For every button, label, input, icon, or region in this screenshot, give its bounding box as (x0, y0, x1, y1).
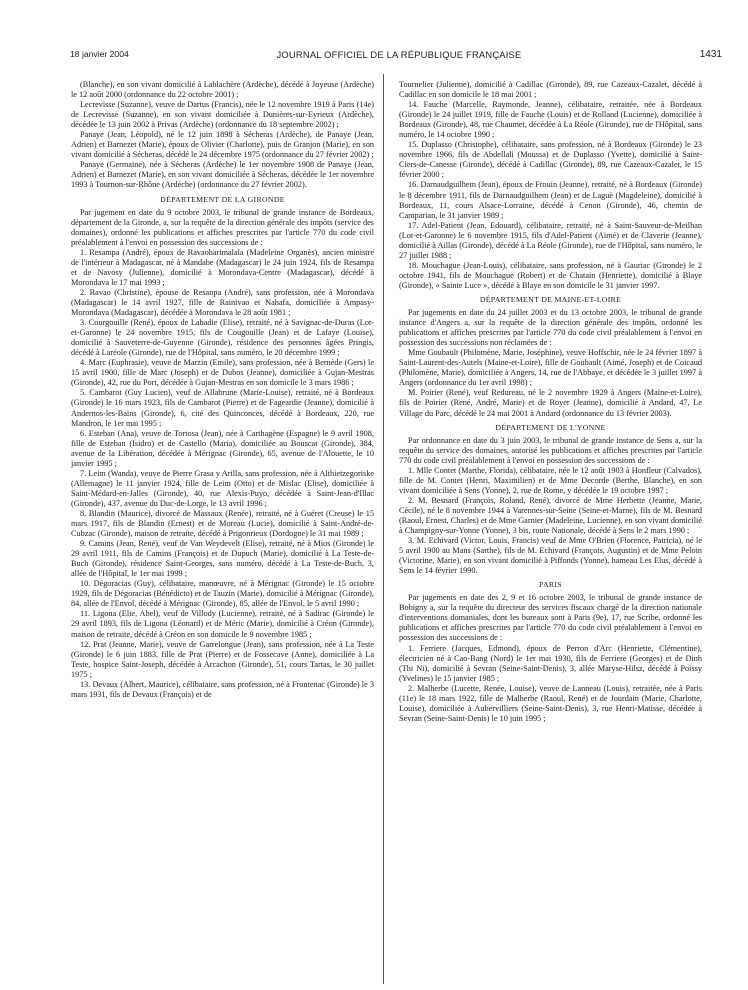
paragraph: 2. Malherbe (Lucette, Renée, Louise), veuve de Lanneau (Louis), retraitée, née à Paris (11e) le 18 mars 1922, fille de Malherbe (Raoul, René) et de Jourdain (Marie, Charlotte, Louise), domiciliée à Aubervilliers (Seine-Saint-Denis), 3, rue Henri-Matisse, décédée à Sevran (Seine-Saint-Denis) le 10 juin 1995 ; (399, 683, 702, 723)
right-column (399, 80, 702, 985)
section-heading: PARIS (539, 580, 562, 590)
header-title: JOURNAL OFFICIEL DE LA RÉPUBLIQUE FRANÇAISE (276, 49, 522, 60)
paragraph: 3. M. Echivard (Victor, Louis, Francis) veuf de Mme O'Brien (Florence, Patricia), né le 5 avril 1900 au Mans (Sarthe), fils de M. Echivard (François, Augustin) et de Mme Peloin (Victorine, Marie), en son vivant domicilié à Piffonds (Yonne), hameau Les Elus, décédé à Sens le 14 février 1990. (399, 536, 702, 576)
paragraph: 5. Cambarot (Guy Lucien), veuf de Allabrune (Marie-Louise), retraité, né à Bordeaux (Gironde) le 16 mars 1923, fils de Cambarot (Pierre) et de Fageardie (Jeanne), domicilié à Andernos-les-Bains (Gironde), 6, cité des Quinconces, décédé à Bordeaux, 220, rue Mandron, le 1er mai 1995 ; (71, 388, 374, 428)
paragraph: 4. Marc (Euphrasie), veuve de Marzin (Emile), sans profession, née à Bernède (Gers) le 15 avril 1900, fille de Marc (Joseph) et de Dubos (Jeanne), domiciliée à Gujan-Mestras (Gironde), 42, rue du Port, décédée à Gujan-Mestras en son domicile le 3 mars 1986 ; (71, 358, 374, 388)
paragraph: 1. Ferriere (Jacques, Edmond), époux de Perron d'Arc (Henriette, Clémentine), électricien né à Cao-Bang (Nord) le 1er mai 1930, fils de Ferriere (Georges) et de Dinh (Thi Ni), domicilié à Sevran (Seine-Saint-Denis), 3, allée Maryse-Hilsz, décédé à Poissy (Yvelines) le 15 janvier 1985 ; (399, 643, 702, 683)
paragraph: 11. Ligona (Elie, Abel), veuf de Villody (Lucienne), retraité, né à Sadirac (Gironde) le 29 avril 1893, fils de Ligona (Léonard) et de Méric (Marie), domicilié à Créon (Gironde), maison de retraite, décédé à Créon en son domicile le 9 novembre 1985 ; (71, 609, 374, 639)
paragraph: 3. Courgouille (René), époux de Labadie (Elise), retraité, né à Savignac-de-Duras (Lot-et-Garonne) le 24 novembre 1915, fils de Cougouille (Jean) et de Lafaye (Louise), domicilié à Sauveterre-de-Guyenne (Gironde), résidence des personnes âgées Pringis, décédé à Laréole (Gironde), rue de l'Hôpital, sans numéro, le 20 décembre 1999 ; (71, 318, 374, 358)
paragraph: 12. Prat (Jeanne, Marie), veuve de Garrelongue (Jean), sans profession, née à La Teste (Gironde) le 6 juin 1883, fille de Prat (Pierre) et de Fossecave (Anne), domiciliée à La Teste, hospice Saint-Joseph, décédée à Arcachon (Gironde), 51, cours Tartas, le 30 juillet 1975 ; (71, 639, 374, 679)
paragraph: 15. Duplasso (Christophe), célibataire, sans profession, né à Bordeaux (Gironde) le 23 novembre 1966, fils de Abdellali (Moussa) et de Duplasso (Yvette), domicilié à Saint-Ciers-de-Canesse (Gironde), décédé à Cadillac (Gironde), 89, rue Cazeaux-Cazalet, le 15 février 2000 ; (399, 140, 702, 180)
paragraph: Par ordonnance en date du 3 juin 2003, le tribunal de grande instance de Sens a, sur la requête du service des domaines, autorisé les publications et affiches prescrites par l'article 770 du code civil préalablement à l'envoi en possession des successions de : (399, 435, 702, 465)
paragraph: 18. Mouchague (Jean-Louis), célibataire, sans profession, né à Gauriac (Gironde) le 2 octobre 1941, fils de Mouchague (Robert) et de Chatain (Henriette), domicilié à Blaye (Gironde), « Sainte Luce », décédé à Blaye en son domicile le 31 janvier 1997. (399, 260, 702, 290)
paragraph: (Blanche), en son vivant domicilié à Lablachère (Ardèche), décédé à Joyeuse (Ardèche) le 12 août 2000 (ordonnance du 22 octobre 2001) ; (71, 80, 374, 100)
paragraph: Lecrevisse (Suzanne), veuve de Dartus (Francis), née le 12 novembre 1919 à Paris (14e) de Lecrevisse (Suzanne), en son vivant domiciliée à Dunières-sur-Eyrieux (Ardèche), décédée le 13 juin 2002 à Privas (Ardèche) (ordonnance du 18 septembre 2002) ; (71, 100, 374, 130)
header-page-number: 1431 (699, 49, 722, 60)
section-heading: DÉPARTEMENT DE L'YONNE (495, 422, 606, 432)
paragraph: Par jugements en date du 24 juillet 2003 et du 13 octobre 2003, le tribunal de grande instance d'Angers a, sur la requête de la direction générale des impôts, ordonné les publications et affiches prescrites par l'article 770 du code civil préalablement à l'envoi en possession des successions non réclamées de : (399, 308, 702, 348)
paragraph: 6. Esteban (Ana), veuve de Tortosa (Jean), née à Carthagène (Espagne) le 9 avril 1908, fille de Esteban (Isidro) et de Castello (Maria), domiciliée au Bouscat (Gironde), 384, avenue de la Libération, décédée à Mérignac (Gironde), 65, avenue de l'Alouette, le 10 janvier 1995 ; (71, 428, 374, 468)
paragraph: 14. Fauche (Marcelle, Raymonde, Jeanne), célibataire, retraitée, née à Bordeaux (Gironde) le 24 juillet 1919, fille de Fauche (Louis) et de Rolland (Lucienne), domiciliée à Bordeaux (Gironde), 48, rue Chaumet, décédée à La Réole (Gironde), rue de l'Hôpital, sans numéro, le 14 octobre 1990 ; (399, 100, 702, 140)
paragraph: Panaye (Jean, Léopold), né le 12 juin 1898 à Sécheras (Ardèche), de Panaye (Jean, Adrien) et Barnezet (Marie), époux de Olivier (Charlotte), puis de Granjon (Marie), en son vivant domicilié à Sécheras, décédé le 24 décembre 1975 (ordonnance du 27 février 2002) ; (71, 130, 374, 160)
paragraph: 8. Blandin (Maurice), divorcé de Massaux (Renée), retraité, né à Guéret (Creuse) le 15 mars 1917, fils de Blandin (Ernest) et de Moreau (Lucie), domicilié à Saint-André-de-Cubzac (Gironde), maison de retraite, décédé à Prigonrieux (Dordogne) le 31 mai 1989 ; (71, 508, 374, 539)
paragraph: M. Poirier (René), veuf Redureau, né le 2 novembre 1929 à Angers (Maine-et-Loire), fils de Poirier (René, André, Marie) et de Royer (Jeanne), domicilié à Andard, 47, Le Village du Parc, décédé le 24 mai 2001 à Andard (ordonnance du 13 février 2003). (399, 388, 702, 418)
section-heading: DÉPARTEMENT DE MAINE-ET-LOIRE (479, 294, 622, 304)
paragraph: Par jugements en date des 2, 9 et 16 octobre 2003, le tribunal de grande instance de Bobigny a, sur la requête du directeur des services fiscaux chargé de la direction nationale d'interventions domaniales, dont les bureaux sont à Paris (9e), 17, rue Scribe, ordonné les publications et affiches prescrites par l'article 770 du code civil préalablement à l'envoi en possession des successions de : (399, 593, 702, 643)
page-header (70, 49, 728, 63)
paragraph: Par jugement en date du 9 octobre 2003, le tribunal de grande instance de Bordeaux, département de la Gironde, a, sur la requête de la direction générale des impôts (service des domaines), ordonné les publications et affiches prescrites par l'article 770 du code civil préalablement à l'envoi en possession des successions de : (71, 207, 374, 247)
paragraph: 17. Adel-Patient (Jean, Edouard), célibataire, retraité, né à Saint-Sauveur-de-Meilhan (Lot-et-Garonne) le 6 novembre 1915, fils d'Adel-Patient (Aimé) et de Claverie (Jeanne), domicilié à Aillas (Gironde), décédé à La Réole (Gironde), rue de l'Hôpital, sans numéro, le 27 juillet 1988 ; (399, 220, 702, 260)
paragraph: Mme Goubault (Philomène, Marie, Joséphine), veuve Hoffschir, née le 24 février 1897 à Saint-Laurent-des-Autels (Maine-et-Loire), fille de Goubault (Aimé, Joseph) et de Coicaud (Philomène, Marie), domiciliée à Angers, 14, rue de l'Abbaye, et décédée le 3 juillet 1997 à Angers (ordonnance du 1er avril 1998) ; (399, 348, 702, 388)
paragraph: 2. Ravao (Christine), épouse de Resanpa (André), sans profession, née à Morondava (Madagascar) le 14 avril 1927, fille de Rainivao et Nahafa, domiciliée à Ampasy-Morondava (Madagascar), décédée à Morondava le 28 août 1981 ; (71, 287, 374, 318)
left-column (71, 80, 374, 985)
paragraph: Tournelier (Julienne), domicilié à Cadillac (Gironde), 89, rue Cazeaux-Cazalet, décédé à Cadillac en son domicile le 18 mai 2001 ; (399, 80, 702, 100)
paragraph: 16. Darnaudguilhem (Jean), époux de Frouin (Jeanne), retraité, né à Bordeaux (Gironde) le 8 décembre 1911, fils de Darnaudguilhem (Jean) et de Laguë (Magdeleine), domicilié à Bordeaux, 11, cours Alsace-Lorraine, décédé à Cenon (Gironde), 46, chemin de Camparian, le 31 janvier 1989 ; (399, 180, 702, 220)
section-heading: DÉPARTEMENT DE LA GIRONDE (160, 194, 285, 204)
paragraph: 13. Devaux (Albert, Maurice), célibataire, sans profession, né à Frontenac (Gironde) le 3 mars 1931, fils de Devaux (François) et de (71, 679, 374, 699)
paragraph: 9. Camins (Jean, René), veuf de Van Weydevelt (Elise), retraité, né à Mios (Gironde) le 29 avril 1911, fils de Camins (François) et de Dupuch (Marie), domicilié à La Teste-de-Buch (Gironde), résidence Saint-Georges, sans numéro, décédé à La Teste-de-Buch, 3, allée de l'Hôpital, le 1er mai 1999 ; (71, 539, 374, 579)
paragraph: 7. Leim (Wanda), veuve de Pierre Grasa y Arilla, sans profession, née à Althietzegoriske (Allemagne) le 11 janvier 1924, fille de Leim (Otto) et de Mislac (Elise), domiciliée à Saint-Médard-en-Jalles (Gironde), 40, rue Alexis-Puyo, décédée à Saint-Jean-d'Illac (Gironde), 437, avenue du Duc-de-Lorge, le 13 avril 1996 ; (71, 468, 374, 508)
paragraph: 1. Resampa (André), époux de Ravaoharimalala (Madeleine Organès), ancien ministre de l'intérieur à Madagascar, né à Mandabe (Madagascar) le 24 juin 1924, fils de Resampa et de Navosy (Julienne), domicilié à Morondava-Centre (Madagascar), décédé à Morondava le 17 mai 1993 ; (71, 247, 374, 287)
paragraph: 10. Dégoracias (Guy), célibataire, manœuvre, né à Mérignac (Gironde) le 15 octobre 1929, fils de Dégoracias (Bénédicto) et de Tauzin (Marie), domicilié à Mérignac (Gironde), 84, allée de l'Envol, décédé à Mérignac (Gironde), 85, allée de l'Envol, le 5 avril 1990 ; (71, 579, 374, 609)
column-divider (383, 74, 384, 984)
paragraph: 1. Mlle Contet (Marthe, Florida), célibataire, née le 12 août 1903 à Honfleur (Calvados), fille de M. Contet (Henri, Maximilien) et de Mme Decorde (Berthe, Blanche), en son vivant domiciliée à Sens (Yonne), 2, rue de Rome, y décédée le 19 octobre 1997 ; (399, 465, 702, 495)
paragraph: 2. M. Besnard (François, Roland, René), divorcé de Mme Herbette (Jeanne, Marie, Cécile), né le 8 novembre 1944 à Varennes-sur-Seine (Seine-et-Marne), fils de M. Besnard (Raoul, Ernest, Charles) et de Mme Garnier (Madeleine, Lucienne), en son vivant domicilié à Champigny-sur-Yonne (Yonne), 3 bis, route Nationale, décédé à Sens le 2 mars 1990 ; (399, 495, 702, 536)
header-date: 18 janvier 2004 (70, 49, 129, 59)
paragraph: Panaye (Germaine), née à Sécheras (Ardèche) le 1er novembre 1908 de Panaye (Jean, Adrien) et Barnezet (Marie), en son vivant domiciliée à Sécheras, décédée le 1er novembre 1993 à Tournon-sur-Rhône (Ardèche) (ordonnance du 27 février 2002). (71, 160, 374, 190)
